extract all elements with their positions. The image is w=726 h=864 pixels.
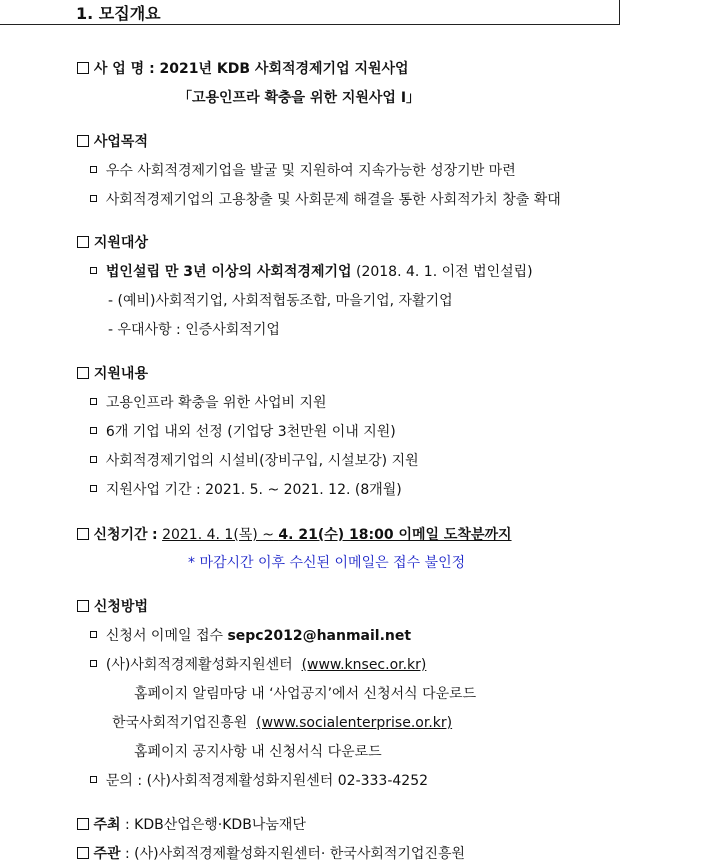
list-item: 지원사업 기간 : 2021. 5. ~ 2021. 12. (8개월) <box>90 481 402 499</box>
host-value: : KDB산업은행·KDB나눔재단 <box>124 817 306 833</box>
bullet-square-icon <box>90 631 97 638</box>
checkbox-square-icon <box>77 528 89 540</box>
method-heading-row <box>77 598 148 616</box>
bullet-square-icon <box>90 776 97 783</box>
sub-item: - (예비)사회적기업, 사회적협동조합, 마을기업, 자활기업 <box>108 293 453 309</box>
purpose-heading-row <box>77 133 148 151</box>
project-subtitle: 「고용인프라 확충을 위한 지원사업 Ⅰ」 <box>178 90 421 106</box>
content-heading: 지원내용 <box>93 366 148 382</box>
socialenterprise-link[interactable]: (www.socialenterprise.or.kr) <box>256 715 453 731</box>
host-row <box>77 816 306 834</box>
project-value: 2021년 KDB 사회적경제기업 지원사업 <box>159 61 409 77</box>
host-label: 주최 <box>93 817 121 833</box>
period-row: 신청기간 : 2021. 4. 1(목) ~ 4. 21(수) 18:00 이메일 도착분까지 <box>77 526 512 544</box>
checkbox-square-icon <box>77 62 89 74</box>
list-item: 우수 사회적경제기업을 발굴 및 지원하여 지속가능한 성장기반 마련 <box>90 162 516 180</box>
list-item: 사회적경제기업의 고용창출 및 사회문제 해결을 통한 사회적가치 창출 확대 <box>90 191 561 209</box>
content-heading-row <box>77 365 148 383</box>
bullet-square-icon <box>90 456 97 463</box>
target-heading: 지원대상 <box>93 235 148 251</box>
target-main: 법인설립 만 3년 이상의 사회적경제기업 <box>105 264 352 280</box>
org2-note: 홈페이지 공지사항 내 신청서식 다운로드 <box>134 744 382 760</box>
organizer-row <box>77 845 465 863</box>
knsec-link[interactable]: (www.knsec.or.kr) <box>301 657 427 673</box>
project-row <box>77 60 409 78</box>
list-item: 사회적경제기업의 시설비(장비구입, 시설보강) 지원 <box>90 452 419 470</box>
bullet-square-icon <box>90 267 97 274</box>
period-label: 신청기간 <box>93 527 148 543</box>
checkbox-square-icon <box>77 818 89 830</box>
list-item: (사)사회적경제활성화지원센터 (www.knsec.or.kr) <box>90 656 426 674</box>
list-item: 신청서 이메일 접수 sepc2012@hanmail.net <box>90 627 411 645</box>
target-heading-row <box>77 234 148 252</box>
period-note: * 마감시간 이후 수신된 이메일은 접수 불인정 <box>188 555 466 571</box>
org1-note: 홈페이지 알림마당 내 ‘사업공지’에서 신청서식 다운로드 <box>134 686 477 702</box>
period-start: 2021. 4. 1(목) ~ <box>162 527 274 543</box>
target-note: (2018. 4. 1. 이전 법인설립) <box>355 264 533 280</box>
checkbox-square-icon <box>77 600 89 612</box>
bullet-square-icon <box>90 166 97 173</box>
email-address[interactable]: sepc2012@hanmail.net <box>227 628 412 644</box>
list-item <box>90 263 533 281</box>
list-item: 고용인프라 확충을 위한 사업비 지원 <box>90 394 327 412</box>
bullet-square-icon <box>90 660 97 667</box>
checkbox-square-icon <box>77 847 89 859</box>
org2-row: 한국사회적기업진흥원 (www.socialenterprise.or.kr) <box>112 715 453 731</box>
organizer-label: 주관 <box>93 846 121 862</box>
organizer-value: : (사)사회적경제활성화지원센터· 한국사회적기업진흥원 <box>124 846 466 862</box>
sub-item: - 우대사항 : 인증사회적기업 <box>108 322 280 338</box>
project-label: 사 업 명 : <box>93 61 155 77</box>
purpose-heading: 사업목적 <box>93 134 148 150</box>
bullet-square-icon <box>90 398 97 405</box>
list-item: 6개 기업 내외 선정 (기업당 3천만원 이내 지원) <box>90 423 396 441</box>
bullet-square-icon <box>90 427 97 434</box>
checkbox-square-icon <box>77 367 89 379</box>
list-item <box>90 772 428 790</box>
method-heading: 신청방법 <box>93 599 148 615</box>
section-title-box <box>0 0 620 25</box>
bullet-square-icon <box>90 485 97 492</box>
section-title: 1. 모집개요 <box>76 4 161 23</box>
checkbox-square-icon <box>77 236 89 248</box>
contact-info: 문의 : (사)사회적경제활성화지원센터 02-333-4252 <box>105 773 429 789</box>
checkbox-square-icon <box>77 135 89 147</box>
period-end: 4. 21(수) 18:00 이메일 도착분까지 <box>278 527 512 543</box>
bullet-square-icon <box>90 195 97 202</box>
